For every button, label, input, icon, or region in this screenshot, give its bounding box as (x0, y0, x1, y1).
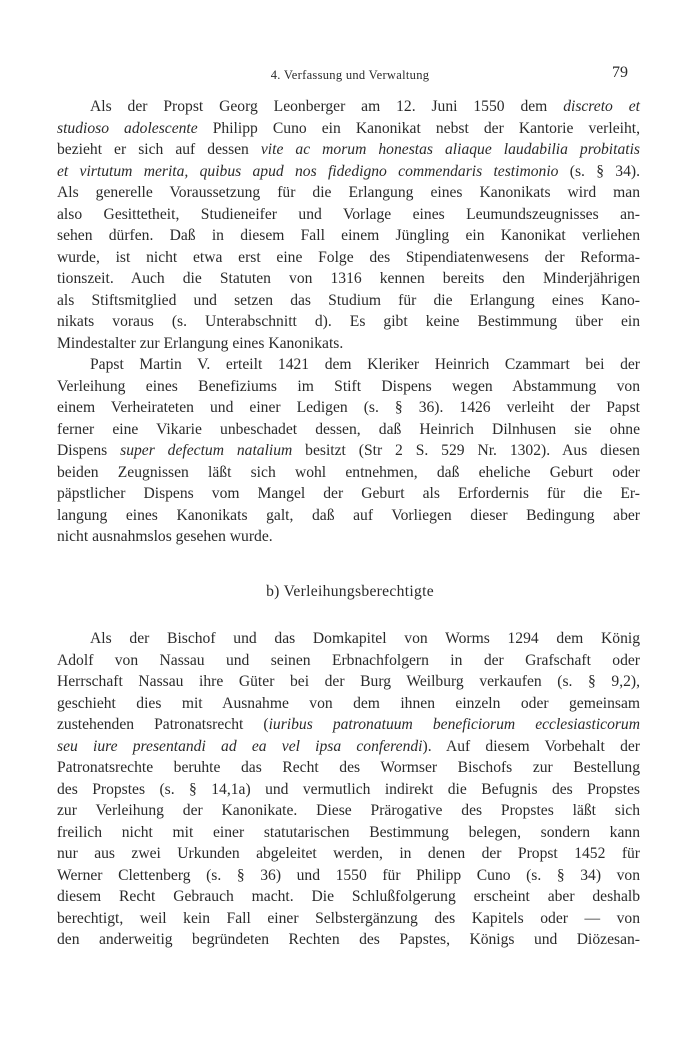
text-segment: sehen dürfen. Daß in diesem Fall einem Jüngling ein Kanonikat verliehen (57, 227, 640, 244)
text-segment: Werner Clettenberg (s. § 36) und 1550 für Philipp Cuno (s. § 34) von (57, 866, 640, 884)
text-segment: Als der Propst Georg Leonberger am 12. Juni 1550 dem (90, 98, 564, 115)
text-line (57, 118, 640, 140)
text-line (57, 800, 640, 822)
text-segment: ). Auf diesem Vorbehalt der (422, 737, 640, 755)
text-line (57, 929, 640, 951)
text-line (57, 182, 640, 204)
text-segment: Papst Martin V. erteilt 1421 dem Kleriker Heinrich Czammart bei der (90, 356, 640, 373)
text-line (57, 693, 640, 715)
text-segment: Verleihung eines Benefiziums im Stift Dispens wegen Abstammung von (57, 377, 640, 395)
text-segment: freilich nicht mit einer statutarischen Bestimmung belegen, sondern kann (57, 823, 640, 841)
text-line (57, 757, 640, 779)
text-segment: ferner eine Vikarie unbeschadet dessen, daß Heinrich Dilnhusen sie ohne (57, 420, 640, 438)
text-line (57, 628, 640, 650)
text-line (57, 671, 640, 693)
text-line (57, 908, 640, 930)
text-line (57, 311, 640, 333)
text-segment: Adolf von Nassau und seinen Erbnachfolgern in der Grafschaft oder (57, 651, 640, 669)
italic-latin-phrase: vite ac morum honestas aliaque laudabilia probitatis (260, 141, 641, 158)
italic-latin-phrase: studioso adolescente (57, 119, 198, 137)
text-line (57, 505, 640, 527)
text-segment: Philipp Cuno ein Kanonikat nebst der Kantorie verleiht, (197, 119, 640, 137)
text-segment: des Propstes (s. § 14,1a) und vermutlich indirekt die Befugnis des Propstes (57, 780, 640, 798)
text-segment: tionszeit. Auch die Statuten von 1316 kennen bereits den Minderjährigen (57, 270, 640, 287)
text-line (57, 650, 640, 672)
text-line (57, 376, 640, 398)
text-segment: Als der Bischof und das Domkapitel von Worms 1294 dem König (90, 630, 640, 647)
text-line (57, 526, 640, 548)
page-number: 79 (612, 64, 628, 81)
running-title: 4. Verfassung und Verwaltung (270, 68, 430, 82)
text-segment: geschieht dies mit Ausnahme von dem ihnen einzeln oder gemeinsam (57, 694, 640, 712)
text-segment: nur aus zwei Urkunden abgeleitet werden, in denen der Propst 1452 für (57, 845, 640, 862)
text-line (57, 290, 640, 312)
body-text-lower (57, 628, 640, 951)
text-line (57, 139, 640, 161)
text-segment: diesem Recht Gebrauch macht. Die Schlußfolgerung erscheint aber deshalb (57, 888, 640, 905)
running-header (60, 64, 640, 86)
section-heading: b) Verleihungsberechtigte (266, 583, 434, 600)
text-line (57, 96, 640, 118)
text-segment: zur Verleihung der Kanonikate. Diese Prärogative des Propstes läßt sich (57, 802, 640, 819)
text-line (57, 865, 640, 887)
text-segment: Als generelle Voraussetzung für die Erlangung eines Kanonikats wird man (57, 184, 640, 201)
italic-latin-phrase: seu iure presentandi ad ea vel ipsa conferendi (57, 737, 423, 755)
text-line (57, 822, 640, 844)
text-segment: bezieht er sich auf dessen (57, 141, 261, 158)
text-line (57, 843, 640, 865)
paragraph-3 (57, 628, 640, 951)
text-line (57, 225, 640, 247)
text-segment: Mindestalter zur Erlangung eines Kanonikats. (57, 334, 344, 352)
text-segment: Herrschaft Nassau ihre Güter bei der Burg Weilburg verkaufen (s. § 9,2), (57, 673, 640, 690)
text-segment: nicht ausnahmslos gesehen wurde. (57, 528, 273, 545)
text-segment: berechtigt, weil kein Fall einer Selbstergänzung des Kapitels oder — von (57, 909, 640, 927)
text-line (57, 886, 640, 908)
text-segment: Dispens (57, 442, 121, 459)
text-segment: besitzt (Str 2 S. 529 Nr. 1302). Aus diesen (292, 442, 640, 459)
text-segment: wurde, ist nicht etwa erst eine Folge des Stipendiatenwesens der Reforma- (57, 248, 640, 266)
text-segment: beiden Zeugnissen läßt sich wohl entnehmen, daß eheliche Geburt oder (57, 463, 640, 481)
italic-latin-phrase: super defectum natalium (120, 442, 293, 459)
text-segment: den anderweitig begründeten Rechten des Papstes, Königs und Diözesan- (57, 931, 640, 948)
text-line (57, 247, 640, 269)
text-line (57, 204, 640, 226)
text-segment: einem Verheirateten und einer Ledigen (s. § 36). 1426 verleiht der Papst (57, 399, 640, 416)
text-line (57, 419, 640, 441)
text-line (57, 483, 640, 505)
italic-latin-phrase: discreto et (563, 98, 640, 115)
text-segment: langung eines Kanonikats galt, daß auf Vorliegen dieser Bedingung aber (57, 506, 640, 524)
text-line (57, 397, 640, 419)
text-line (57, 462, 640, 484)
paragraph-2 (57, 354, 640, 548)
text-segment: also Gesittetheit, Studieneifer und Vorlage eines Leumundszeugnisses an- (57, 205, 640, 223)
text-line (57, 736, 640, 758)
text-segment: Patronatsrechte beruhte das Recht des Wormser Bischofs zur Bestellung (57, 759, 640, 776)
text-segment: päpstlicher Dispens vom Mangel der Geburt als Erfordernis für die Er- (57, 485, 640, 502)
text-segment: zustehenden Patronatsrecht ( (57, 716, 269, 733)
body-text-upper (57, 96, 640, 548)
text-line (57, 440, 640, 462)
italic-latin-phrase: iuribus patronatuum beneficiorum ecclesiasticorum (268, 716, 640, 733)
text-segment: als Stiftsmitglied und setzen das Studium für die Erlangung eines Kano- (57, 291, 640, 309)
text-line (57, 268, 640, 290)
text-line (57, 714, 640, 736)
text-line (57, 354, 640, 376)
text-segment: (s. § 34). (558, 162, 640, 180)
text-line (57, 161, 640, 183)
text-line (57, 779, 640, 801)
text-segment: nikats voraus (s. Unterabschnitt d). Es gibt keine Bestimmung über ein (57, 313, 640, 330)
italic-latin-phrase: et virtutum merita, quibus apud nos fidedigno commendaris testimonio (57, 162, 559, 180)
paragraph-1 (57, 96, 640, 354)
text-line (57, 333, 640, 355)
